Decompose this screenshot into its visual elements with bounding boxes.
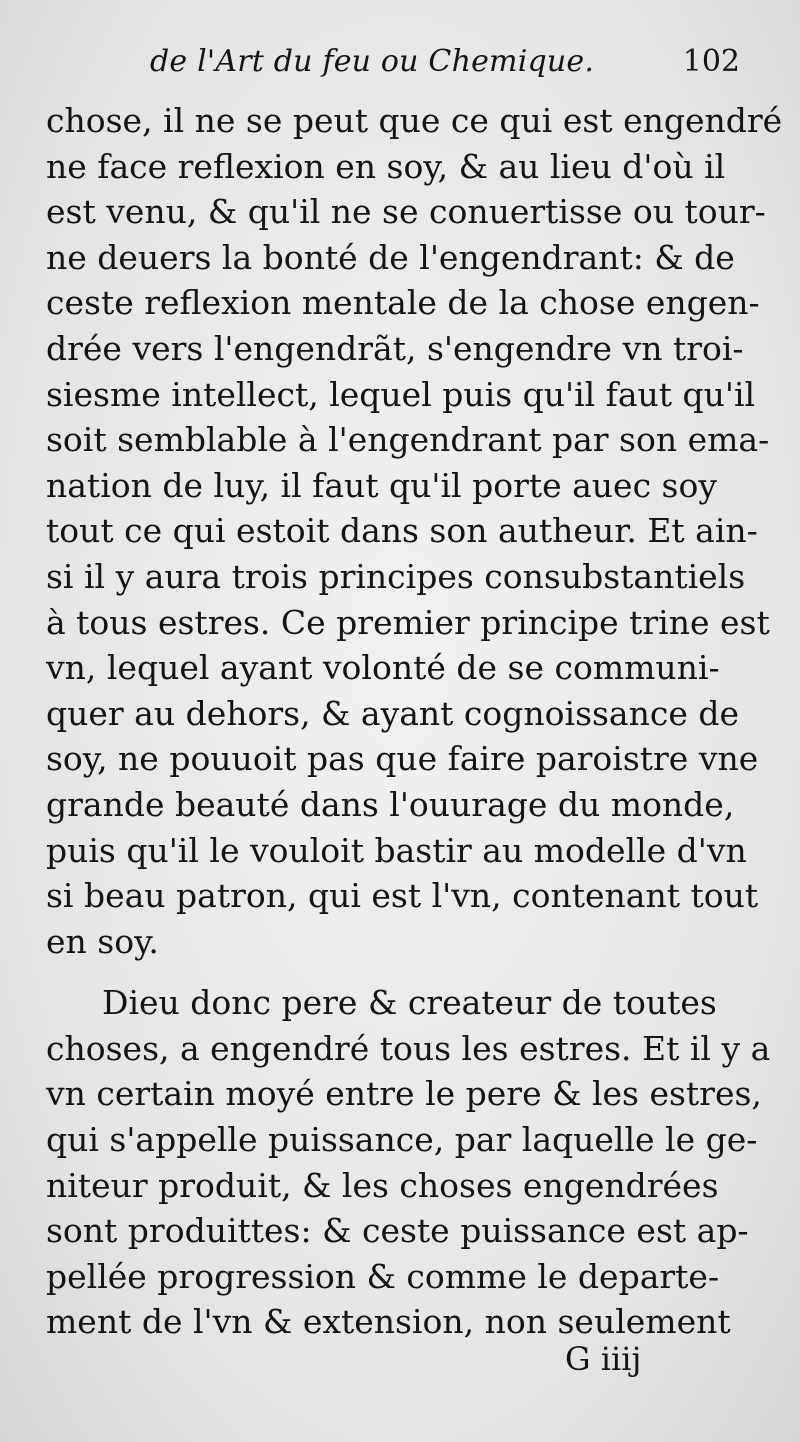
text-line: siesme intellect, lequel puis qu'il faut qu'il: [46, 374, 756, 414]
text-line: ment de l'vn & extension, non seulement: [46, 1302, 731, 1342]
text-line: soit semblable à l'engendrant par son ema-: [46, 420, 770, 460]
text-line: choses, a engendré tous les estres. Et il y a: [46, 1028, 771, 1068]
text-line: vn certain moyé entre le pere & les estres,: [46, 1074, 762, 1114]
signature-mark: G iiij: [565, 1340, 642, 1378]
text-line: ceste reflexion mentale de la chose engen-: [46, 283, 760, 323]
text-line: chose, il ne se peut que ce qui est engendré: [46, 101, 783, 140]
text-line: tout ce qui estoit dans son autheur. Et ain-: [46, 511, 758, 551]
text-line: grande beauté dans l'ouurage du monde,: [46, 784, 735, 824]
page-header: [150, 44, 740, 94]
text-line: sont produittes: & ceste puissance est ap-: [46, 1211, 749, 1251]
paragraph-gap: [46, 964, 740, 980]
text-line: pellée progression & comme le departe-: [46, 1256, 720, 1296]
text-line: ne face reflexion en soy, & au lieu d'où il: [46, 146, 726, 186]
text-line: nation de luy, il faut qu'il porte auec soy: [46, 465, 718, 505]
text-line: puis qu'il le vouloit bastir au modelle d'vn: [46, 830, 747, 870]
text-line: est venu, & qu'il ne se conuertisse ou tour-: [46, 192, 766, 232]
text-line: si beau patron, qui est l'vn, contenant tout: [46, 876, 759, 916]
page-number: 102: [682, 44, 740, 79]
text-line: en soy.: [46, 921, 159, 961]
text-line: soy, ne pouuoit pas que faire paroistre vne: [46, 739, 759, 779]
text-line: à tous estres. Ce premier principe trine est: [46, 602, 770, 642]
body-text: [46, 98, 783, 1345]
paragraph-1: [46, 98, 783, 964]
text-line: si il y aura trois principes consubstantiels: [46, 556, 746, 596]
running-title: de l'Art du feu ou Chemique.: [150, 44, 595, 79]
text-line: ne deuers la bonté de l'engendrant: & de: [46, 237, 735, 277]
text-line: vn, lequel ayant volonté de se communi-: [46, 648, 720, 688]
text-line: Dieu donc pere & createur de toutes: [102, 983, 717, 1023]
text-line: quer au dehors, & ayant cognoissance de: [46, 693, 740, 733]
text-line: qui s'appelle puissance, par laquelle le ge-: [46, 1120, 758, 1160]
text-line: drée vers l'engendrãt, s'engendre vn troi-: [46, 328, 744, 368]
text-line: niteur produit, & les choses engendrées: [46, 1165, 719, 1205]
paragraph-2: [46, 980, 771, 1345]
